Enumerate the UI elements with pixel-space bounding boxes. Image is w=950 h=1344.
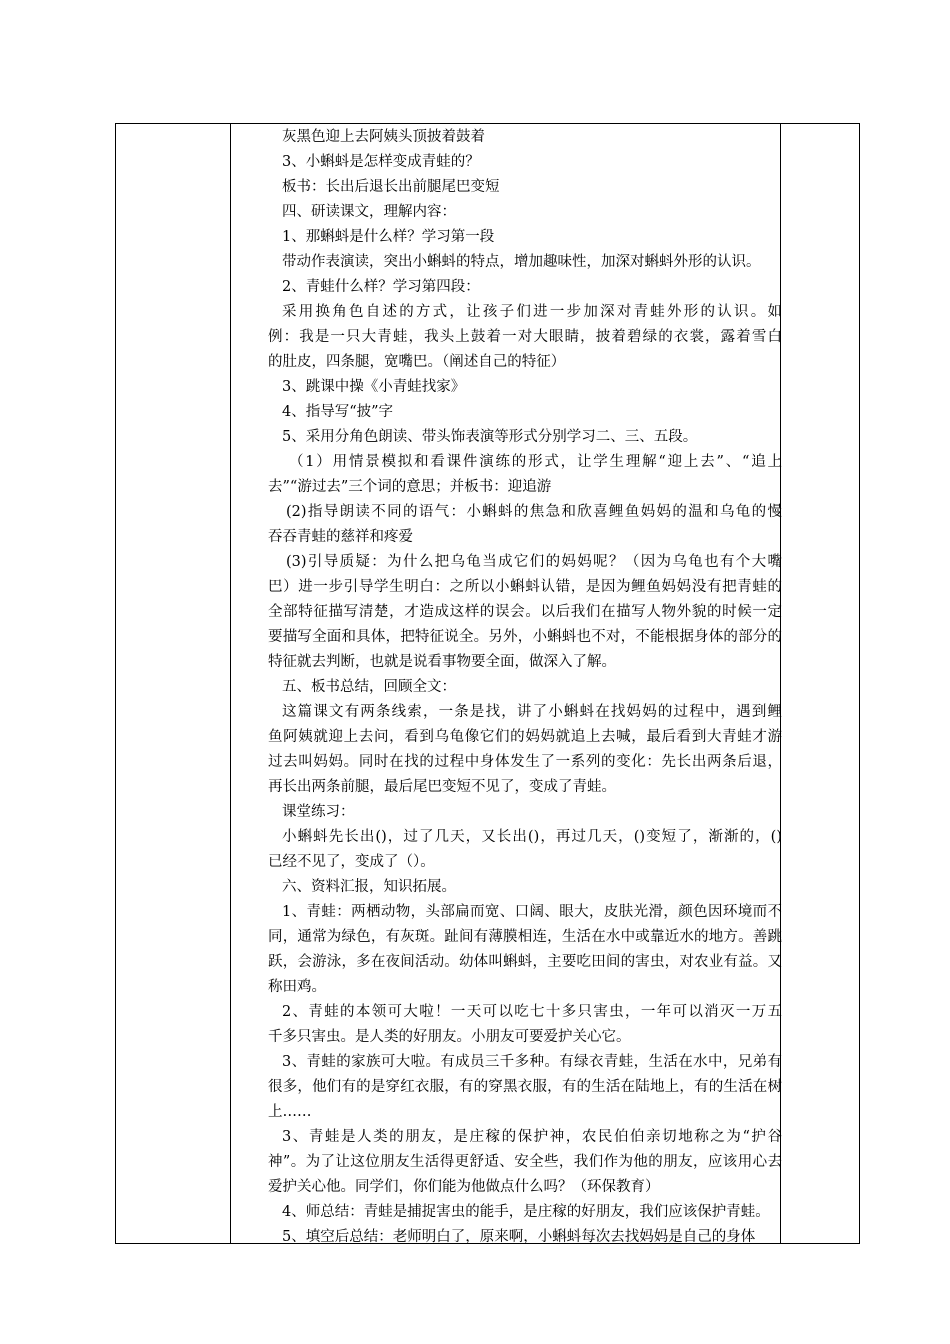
text-line: 3、青蛙的家族可大啦。有成员三千多种。有绿衣青蛙，生活在水中，兄弟有 — [282, 1054, 782, 1070]
text-line: 已经不见了，变成了（）。 — [268, 854, 435, 870]
text-line: 爱护关心他。同学们，你们能为他做点什么吗？（环保教育） — [268, 1179, 660, 1195]
text-line: 3、小蝌蚪是怎样变成青蛙的？ — [282, 154, 480, 170]
text-line: 板书：长出后退长出前腿尾巴变短 — [282, 179, 500, 195]
text-line: 神”。为了让这位朋友生活得更舒适、安全些，我们作为他的朋友，应该用心去 — [268, 1154, 782, 1170]
text-line: 3、青蛙是人类的朋友，是庄稼的保护神，农民伯伯亲切地称之为“护谷 — [282, 1129, 782, 1145]
text-line: 5、填空后总结：老师明白了，原来啊，小蝌蚪每次去找妈妈是自己的身体 — [282, 1229, 756, 1245]
text-line: 要描写全面和具体，把特征说全。另外，小蝌蚪也不对，不能根据身体的部分的 — [268, 629, 782, 645]
text-line: 课堂练习： — [282, 804, 355, 820]
text-line: 2、青蛙的本领可大啦！一天可以吃七十多只害虫，一年可以消灭一万五 — [282, 1004, 782, 1020]
text-line: 跃，会游泳，多在夜间活动。幼体叫蝌蚪，主要吃田间的害虫，对农业有益。又 — [268, 954, 782, 970]
text-line: 同，通常为绿色，有灰斑。趾间有薄膜相连，生活在水中或靠近水的地方。善跳 — [268, 929, 782, 945]
text-line: 称田鸡。 — [268, 979, 326, 995]
text-line: 灰黑色迎上去阿姨头顶披着鼓着 — [282, 129, 485, 145]
text-line: 五、板书总结，回顾全文： — [282, 679, 456, 695]
text-line: 4、师总结：青蛙是捕捉害虫的能手，是庄稼的好朋友，我们应该保护青蛙。 — [282, 1204, 770, 1220]
text-line: 再长出两条前腿，最后尾巴变短不见了，变成了青蛙。 — [268, 779, 616, 795]
text-line: 巴）进一步引导学生明白：之所以小蝌蚪认错，是因为鲤鱼妈妈没有把青蛙的 — [268, 579, 782, 595]
lesson-table — [115, 123, 860, 1244]
text-line: 鱼阿姨就迎上去问，看到乌龟像它们的妈妈就追上去喊，最后看到大青蛙才游 — [268, 729, 782, 745]
text-line: 很多，他们有的是穿红衣服，有的穿黑衣服，有的生活在陆地上，有的生活在树 — [268, 1079, 782, 1095]
text-line: 这篇课文有两条线索，一条是找，讲了小蝌蚪在找妈妈的过程中，遇到鲤 — [282, 704, 782, 720]
text-line: （1）用情景模拟和看课件演练的形式，让学生理解“迎上去”、“追上 — [289, 454, 782, 470]
text-line: 3、跳课中操《小青蛙找家》 — [282, 379, 466, 395]
text-line: 特征就去判断，也就是说看事物要全面，做深入了解。 — [268, 654, 616, 670]
text-line: 例：我是一只大青蛙，我头上鼓着一对大眼睛，披着碧绿的衣裳，露着雪白 — [268, 329, 782, 345]
text-line: 1、那蝌蚪是什么样？学习第一段 — [282, 229, 495, 245]
text-line: 六、资料汇报，知识拓展。 — [282, 879, 456, 895]
text-line: 1、青蛙：两栖动物，头部扁而宽、口阔、眼大，皮肤光滑，颜色因环境而不 — [282, 904, 782, 920]
text-line: 2、青蛙什么样？学习第四段： — [282, 279, 480, 295]
text-line: 四、研读课文，理解内容： — [282, 204, 456, 220]
text-line: 带动作表演读，突出小蝌蚪的特点，增加趣味性，加深对蝌蚪外形的认识。 — [282, 254, 761, 270]
text-line: (3)引导质疑：为什么把乌龟当成它们的妈妈呢？（因为乌龟也有个大嘴 — [286, 554, 782, 570]
text-line: 采用换角色自述的方式，让孩子们进一步加深对青蛙外形的认识。如 — [282, 304, 782, 320]
text-line: 过去叫妈妈。同时在找的过程中身体发生了一系列的变化：先长出两条后退， — [268, 754, 782, 770]
text-line: 去”“游过去”三个词的意思；并板书：迎追游 — [268, 479, 552, 495]
text-line: 吞吞青蛙的慈祥和疼爱 — [268, 529, 413, 545]
text-line: 5、采用分角色朗读、带头饰表演等形式分别学习二、三、五段。 — [282, 429, 698, 445]
text-line: 上…… — [268, 1104, 312, 1120]
text-line: 4、指导写“披”字 — [282, 404, 394, 420]
text-line: 全部特征描写清楚，才造成这样的误会。以后我们在描写人物外貌的时候一定 — [268, 604, 782, 620]
text-line: (2)指导朗读不同的语气：小蝌蚪的焦急和欣喜鲤鱼妈妈的温和乌龟的慢 — [286, 504, 782, 520]
text-line: 千多只害虫。是人类的好朋友。小朋友可要爱护关心它。 — [268, 1029, 631, 1045]
text-line: 的肚皮，四条腿，宽嘴巴。（阐述自己的特征） — [268, 354, 566, 370]
table-column-divider-left — [230, 124, 231, 1243]
text-line: 小蝌蚪先长出()，过了几天，又长出()，再过几天，()变短了，渐渐的，() — [282, 829, 782, 845]
